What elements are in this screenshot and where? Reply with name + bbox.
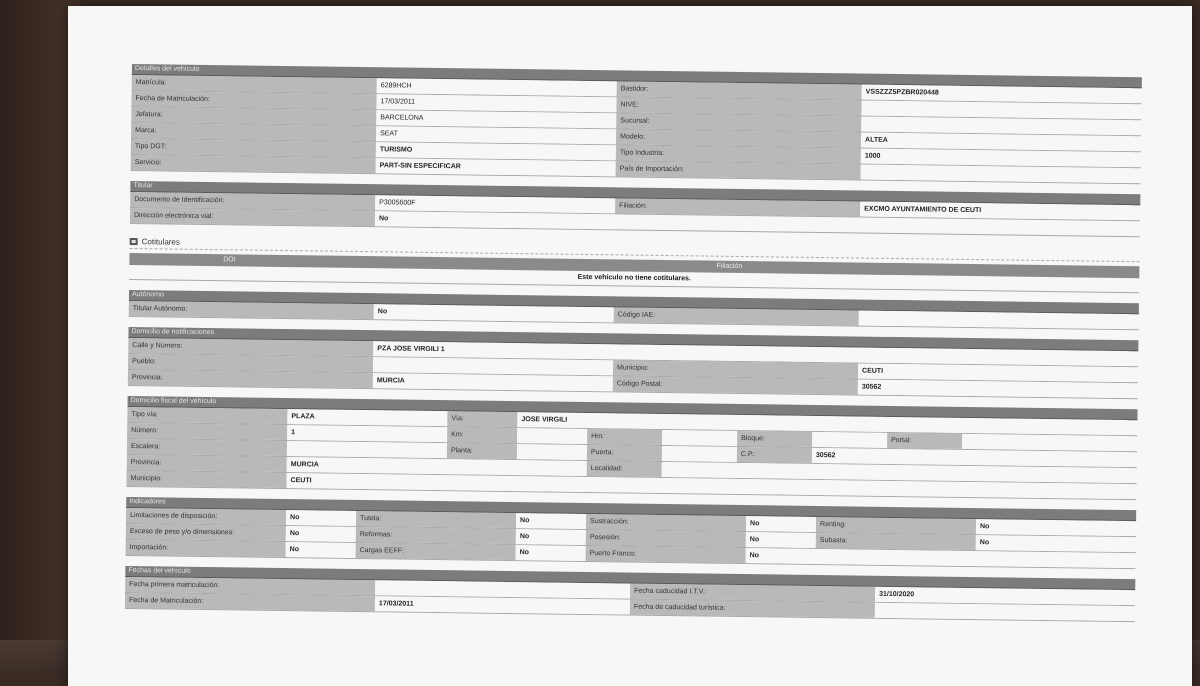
field-label: Número: bbox=[127, 423, 287, 440]
field-label: Pueblo: bbox=[128, 354, 373, 372]
field-value: 30562 bbox=[812, 448, 1127, 467]
section-vehicle-dates bbox=[125, 566, 1135, 622]
field-label: País de Importación: bbox=[616, 161, 861, 179]
field-value: PZA JOSE VIRGILI 1 bbox=[373, 341, 1128, 366]
field-value: CEUTI bbox=[286, 473, 1126, 499]
field-label: Fecha primera matriculación: bbox=[125, 577, 375, 595]
field-label: Fecha de Matriculación: bbox=[125, 593, 375, 611]
field-value: 1 bbox=[287, 425, 447, 442]
field-label: Puerta: bbox=[587, 445, 662, 461]
field-label: Documento de Identificación: bbox=[130, 192, 375, 210]
field-label: Titular Autónomo: bbox=[129, 301, 374, 319]
field-value: No bbox=[976, 535, 1126, 552]
field-value bbox=[662, 430, 737, 446]
field-value: BARCELONA bbox=[376, 110, 616, 128]
section-header: Domicilio de notificaciones bbox=[128, 327, 1138, 351]
field-label: Cargas EEFF: bbox=[356, 543, 516, 560]
field-label: Municipio: bbox=[613, 360, 858, 378]
field-label: Tipo vía: bbox=[127, 407, 287, 424]
folder-icon bbox=[130, 237, 138, 244]
field-value: MURCIA bbox=[287, 457, 447, 474]
section-vehicle-details bbox=[131, 64, 1142, 184]
section-header: Fechas del vehículo bbox=[125, 566, 1135, 590]
field-label: Tipo DGT: bbox=[131, 139, 376, 157]
field-label: Localidad: bbox=[587, 461, 662, 477]
field-label: Sucursal: bbox=[616, 113, 861, 131]
field-value: No bbox=[516, 513, 586, 529]
cotitulares-label: Cotitulares bbox=[141, 236, 180, 247]
field-value bbox=[962, 434, 1127, 451]
column-header-doi: DOI bbox=[223, 256, 236, 264]
field-label: Tipo Industria: bbox=[616, 145, 861, 163]
field-value: EXCMO AYUNTAMIENTO DE CEUTI bbox=[860, 202, 1130, 221]
field-value: No bbox=[746, 548, 1126, 568]
field-value: No bbox=[516, 529, 586, 545]
field-value: PLAZA bbox=[287, 409, 447, 426]
vehicle-report bbox=[125, 64, 1142, 637]
field-label: Portal: bbox=[887, 433, 962, 449]
field-value: JOSE VIRGILI bbox=[517, 412, 1127, 435]
field-value: No bbox=[976, 519, 1126, 536]
field-value: MURCIA bbox=[373, 373, 613, 391]
field-label: Fecha caducidad I.T.V.: bbox=[630, 584, 875, 602]
field-value: No bbox=[375, 211, 615, 229]
field-value: 1000 bbox=[861, 149, 1131, 168]
field-label: Bloque: bbox=[737, 431, 812, 447]
field-value: No bbox=[286, 526, 356, 542]
field-value: No bbox=[286, 510, 356, 526]
field-value bbox=[812, 432, 887, 448]
field-value: No bbox=[746, 516, 816, 532]
section-header: Detalles del vehículo bbox=[132, 64, 1142, 88]
field-value bbox=[861, 165, 1131, 184]
field-value: No bbox=[516, 545, 586, 561]
field-label: Exceso de peso y/o dimensiones: bbox=[126, 524, 286, 541]
field-label: Jefatura: bbox=[131, 107, 376, 125]
field-label: C.P.: bbox=[737, 447, 812, 463]
field-label: Tutela: bbox=[356, 511, 516, 528]
field-label: Marca: bbox=[131, 123, 376, 141]
field-label: Bastidor: bbox=[617, 81, 862, 99]
section-titular bbox=[130, 181, 1140, 237]
field-value: 17/03/2011 bbox=[375, 596, 630, 614]
field-label: Puerto Franco: bbox=[586, 546, 746, 563]
field-label: Posesión: bbox=[586, 530, 746, 547]
field-value: SEAT bbox=[376, 126, 616, 144]
field-value: 31/10/2020 bbox=[875, 587, 1125, 605]
section-indicators bbox=[126, 497, 1137, 569]
field-value bbox=[859, 311, 1129, 330]
printed-page bbox=[68, 6, 1192, 686]
field-value: CEUTI bbox=[858, 364, 1128, 383]
field-value: ALTEA bbox=[861, 133, 1131, 152]
field-label: Código IAE: bbox=[614, 307, 859, 325]
field-label: Km: bbox=[447, 427, 517, 443]
section-header: Autónomo bbox=[129, 290, 1139, 314]
field-label: Provincia: bbox=[127, 455, 287, 472]
field-label: Municipio: bbox=[126, 471, 286, 488]
field-label: Provincia: bbox=[128, 370, 373, 388]
field-value: 30562 bbox=[858, 380, 1128, 399]
field-label: Fecha de caducidad turística: bbox=[630, 600, 875, 618]
field-label: Planta: bbox=[447, 443, 517, 459]
field-value: No bbox=[746, 532, 816, 548]
field-label: Vía: bbox=[447, 411, 517, 427]
section-autonomo bbox=[129, 290, 1139, 330]
field-label: Subasta: bbox=[816, 533, 976, 550]
field-label: Hm: bbox=[587, 429, 662, 445]
section-header: Titular bbox=[130, 181, 1140, 205]
field-label: Dirección electrónica vial: bbox=[130, 208, 375, 226]
field-value: TURISMO bbox=[376, 142, 616, 160]
field-label: Código Postal: bbox=[613, 376, 858, 394]
field-label: Importación: bbox=[126, 540, 286, 557]
spacer bbox=[447, 459, 587, 476]
field-value bbox=[517, 444, 587, 460]
field-value: No bbox=[286, 542, 356, 558]
section-notification-address bbox=[128, 327, 1139, 399]
field-value bbox=[875, 603, 1125, 621]
section-fiscal-address bbox=[126, 396, 1137, 500]
field-value bbox=[662, 446, 737, 462]
field-label: Sustracción: bbox=[586, 514, 746, 531]
section-cotitulares bbox=[129, 234, 1140, 293]
field-label: Reformas: bbox=[356, 527, 516, 544]
field-value: 17/03/2011 bbox=[376, 94, 616, 112]
field-label: Escalera: bbox=[127, 439, 287, 456]
field-label: Calle y Número: bbox=[128, 338, 373, 356]
section-header: Domicilio fiscal del vehículo bbox=[128, 396, 1138, 420]
field-label: NIVE: bbox=[616, 97, 861, 115]
field-value bbox=[517, 428, 587, 444]
field-label: Filiación: bbox=[615, 198, 860, 216]
field-label: Matrícula: bbox=[132, 75, 377, 93]
field-value bbox=[373, 357, 613, 375]
section-header: Indicadores bbox=[126, 497, 1136, 521]
column-header-filiacion: Filiación bbox=[716, 262, 743, 271]
field-value: 6289HCH bbox=[377, 78, 617, 96]
field-value: PART-SIN ESPECIFICAR bbox=[376, 158, 616, 176]
field-label: Limitaciones de disposición: bbox=[126, 508, 286, 525]
field-label: Fecha de Matriculación: bbox=[131, 91, 376, 109]
field-value: P3005600F bbox=[375, 195, 615, 213]
field-value: No bbox=[374, 304, 614, 322]
field-value: VSSZZZ5PZBR020448 bbox=[862, 85, 1132, 104]
field-label: Servicio: bbox=[131, 155, 376, 173]
field-label: Modelo: bbox=[616, 129, 861, 147]
field-label: Renting: bbox=[816, 517, 976, 534]
empty-message: Este vehículo no tiene cotitulares. bbox=[129, 265, 1139, 293]
field-value bbox=[287, 441, 447, 458]
